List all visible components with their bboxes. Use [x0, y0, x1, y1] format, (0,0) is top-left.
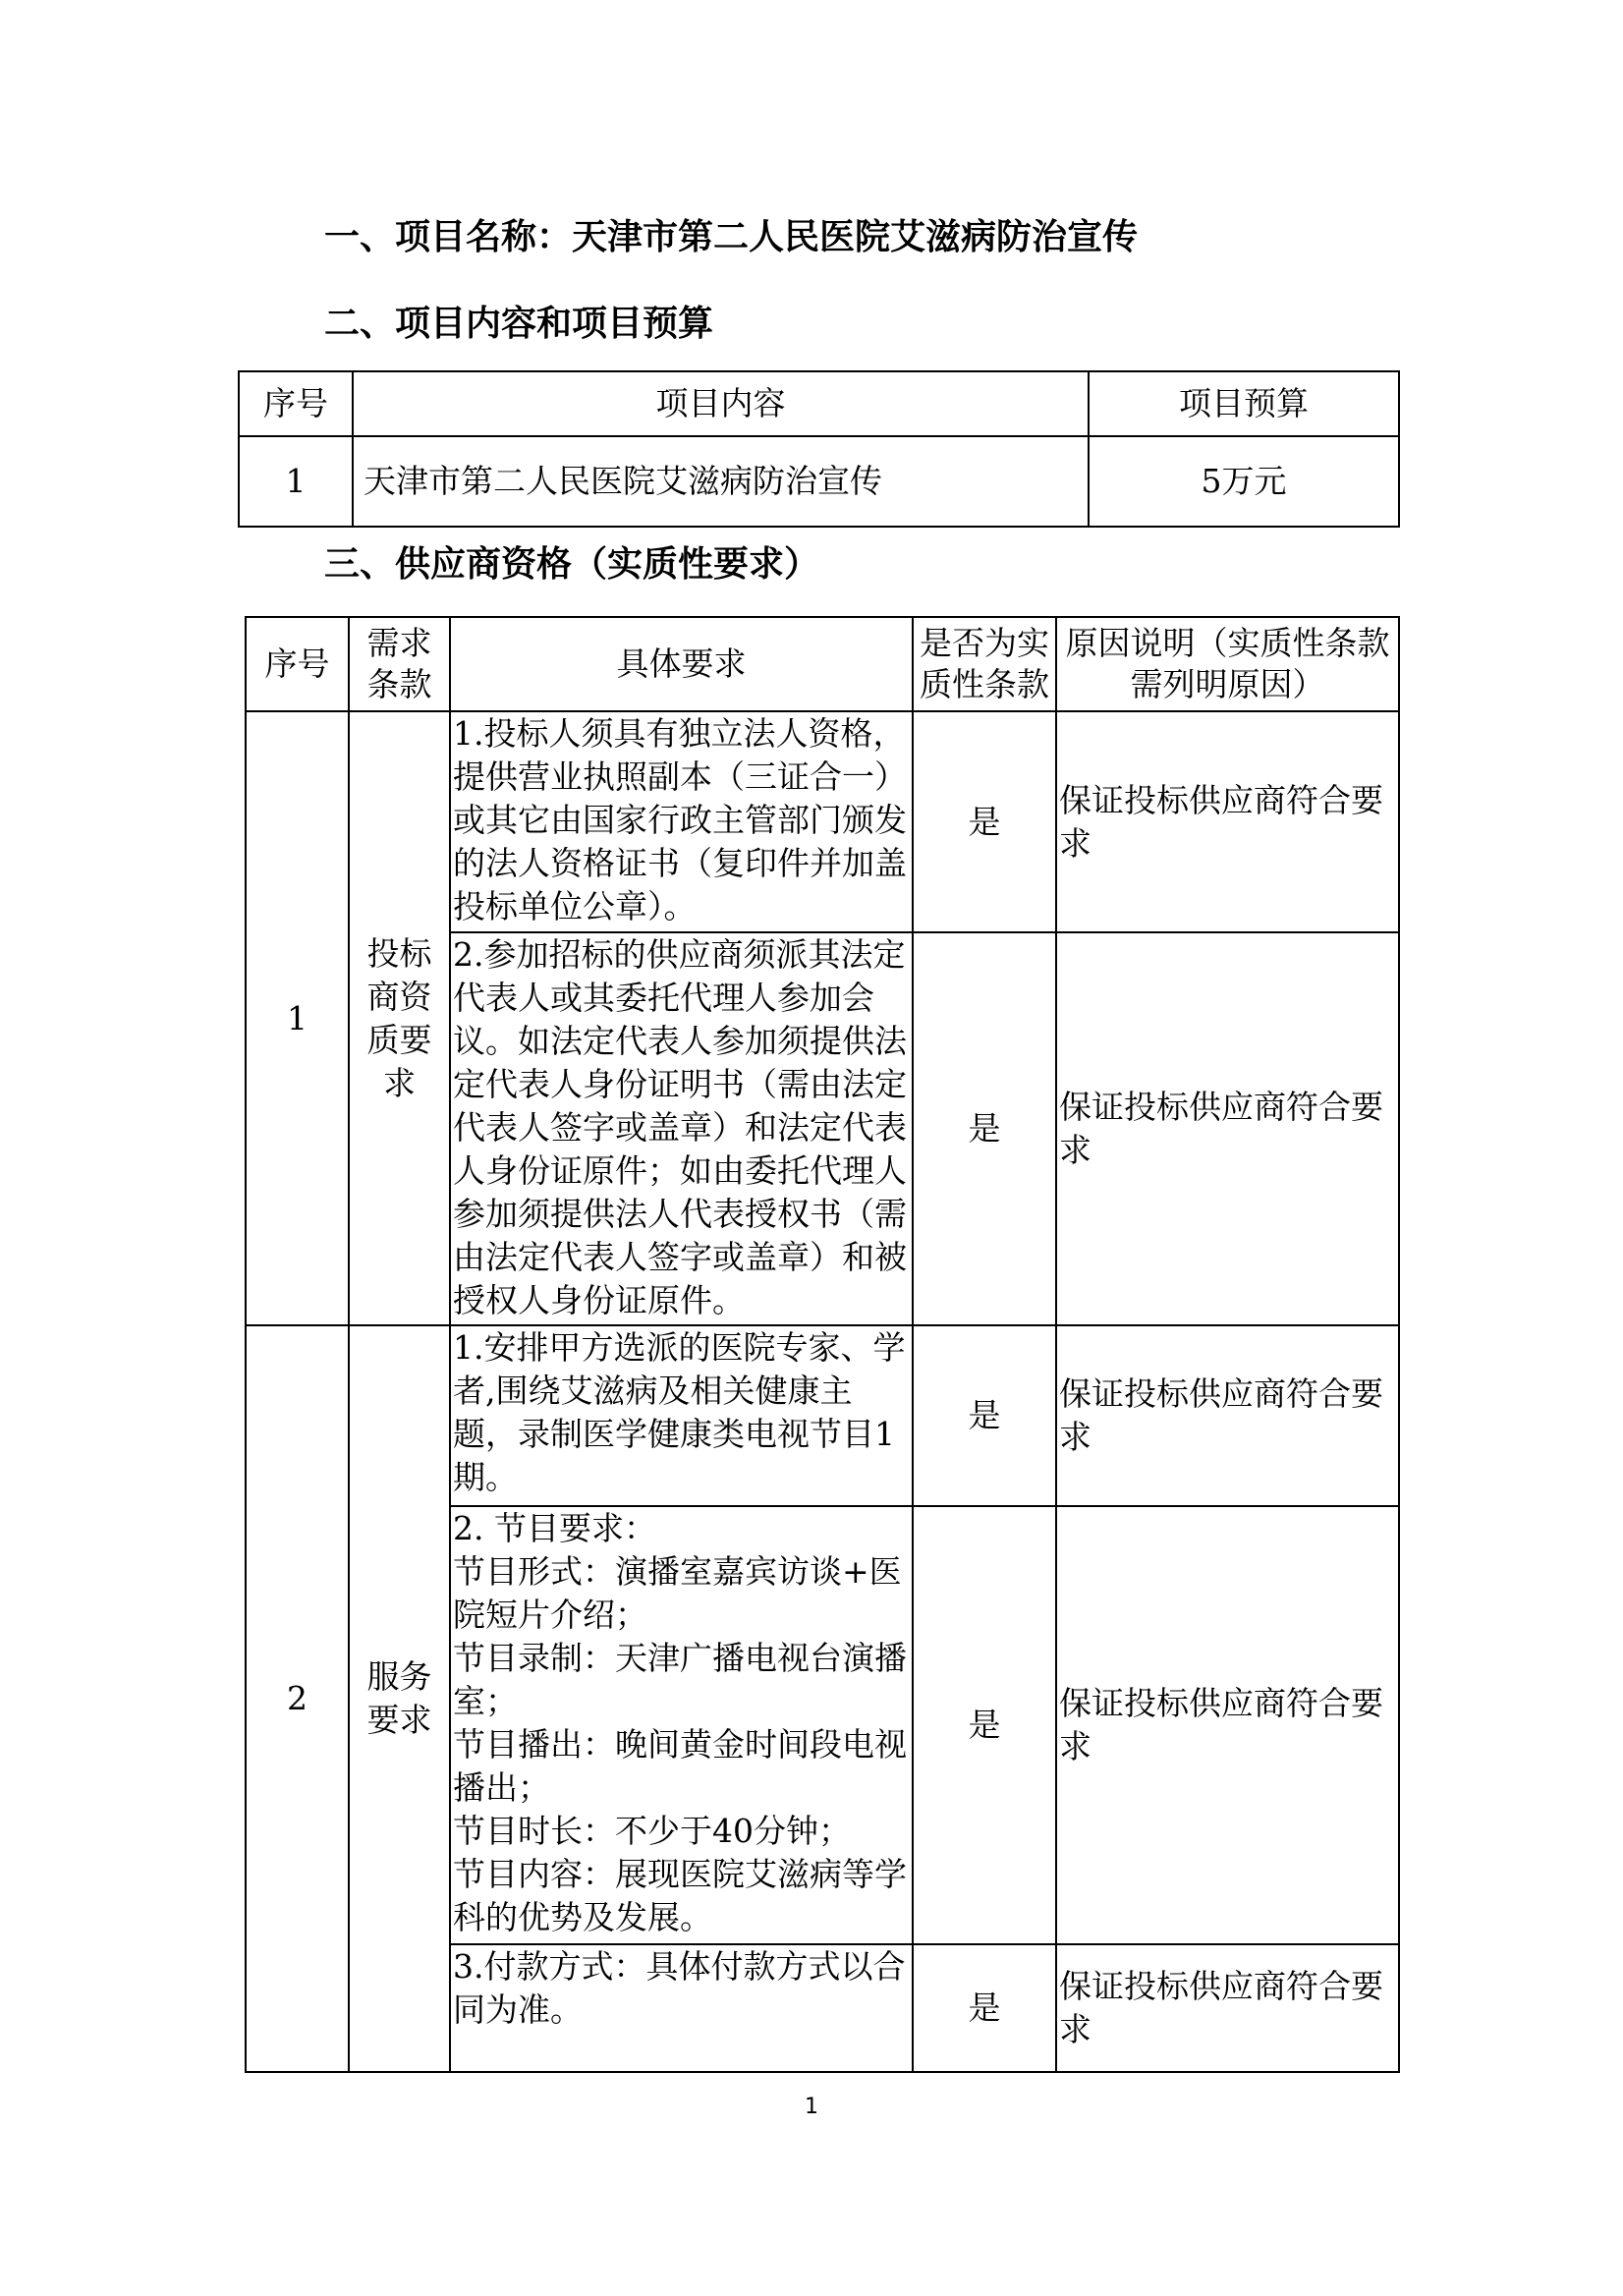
group-clause: 投标 商资 质要 求 [349, 711, 450, 1325]
reason-text: 保证投标供应商符合要求 [1056, 1944, 1399, 2072]
header-no: 序号 [239, 371, 353, 436]
row-no: 1 [239, 436, 353, 527]
requirement-text: 2.参加招标的供应商须派其法定代表人或其委托代理人参加会议。如法定代表人参加须提供法定代表人身份证明书（需由法定代表人签字或盖章）和法定代表人身份证原件；如由委托代理人参加须提供法人代表授权书（需由法定代表人签字或盖章）和被授权人身份证原件。 [450, 932, 913, 1325]
table-row [246, 1325, 1399, 1506]
reason-text: 保证投标供应商符合要求 [1056, 711, 1399, 932]
requirement-text: 1.安排甲方选派的医院专家、学者,围绕艾滋病及相关健康主题，录制医学健康类电视节目1期。 [450, 1325, 913, 1506]
reason-text: 保证投标供应商符合要求 [1056, 1325, 1399, 1506]
header-content: 项目内容 [353, 371, 1089, 436]
header-substantive: 是否为实 质性条款 [913, 617, 1056, 711]
row-content: 天津市第二人民医院艾滋病防治宣传 [353, 436, 1089, 527]
substantive-flag: 是 [913, 1944, 1056, 2072]
section-heading-project-name: 一、项目名称：天津市第二人民医院艾滋病防治宣传 [324, 217, 1139, 257]
table-row [246, 711, 1399, 932]
row-budget: 5万元 [1089, 436, 1399, 527]
substantive-flag: 是 [913, 1506, 1056, 1944]
page-number: 1 [805, 2095, 818, 2119]
section-heading-project-content: 二、项目内容和项目预算 [324, 304, 714, 344]
group-no: 2 [246, 1325, 349, 2072]
header-budget: 项目预算 [1089, 371, 1399, 436]
section-heading-qualification: 三、供应商资格（实质性要求） [324, 544, 820, 585]
budget-table [238, 370, 1400, 528]
substantive-flag: 是 [913, 711, 1056, 932]
requirement-text: 1.投标人须具有独立法人资格，提供营业执照副本（三证合一）或其它由国家行政主管部门颁发的法人资格证书（复印件并加盖投标单位公章）。 [450, 711, 913, 932]
group-no: 1 [246, 711, 349, 1325]
requirements-table [245, 616, 1400, 2073]
header-requirement: 具体要求 [450, 617, 913, 711]
reason-text: 保证投标供应商符合要求 [1056, 932, 1399, 1325]
requirement-text: 2. 节目要求： 节目形式：演播室嘉宾访谈+医院短片介绍； 节目录制：天津广播电视台演播室； 节目播出：晚间黄金时间段电视播出； 节目时长：不少于40分钟； 节目内容：展现医院艾滋病等学科的优势及发展。 [450, 1506, 913, 1944]
table-header-row [246, 617, 1399, 711]
substantive-flag: 是 [913, 932, 1056, 1325]
header-no: 序号 [246, 617, 349, 711]
header-reason: 原因说明（实质性条款 需列明原因） [1056, 617, 1399, 711]
table-row [239, 436, 1399, 527]
reason-text: 保证投标供应商符合要求 [1056, 1506, 1399, 1944]
header-clause: 需求 条款 [349, 617, 450, 711]
group-clause: 服务 要求 [349, 1325, 450, 2072]
table-header-row [239, 371, 1399, 436]
requirement-text: 3.付款方式：具体付款方式以合同为准。 [450, 1944, 913, 2072]
substantive-flag: 是 [913, 1325, 1056, 1506]
